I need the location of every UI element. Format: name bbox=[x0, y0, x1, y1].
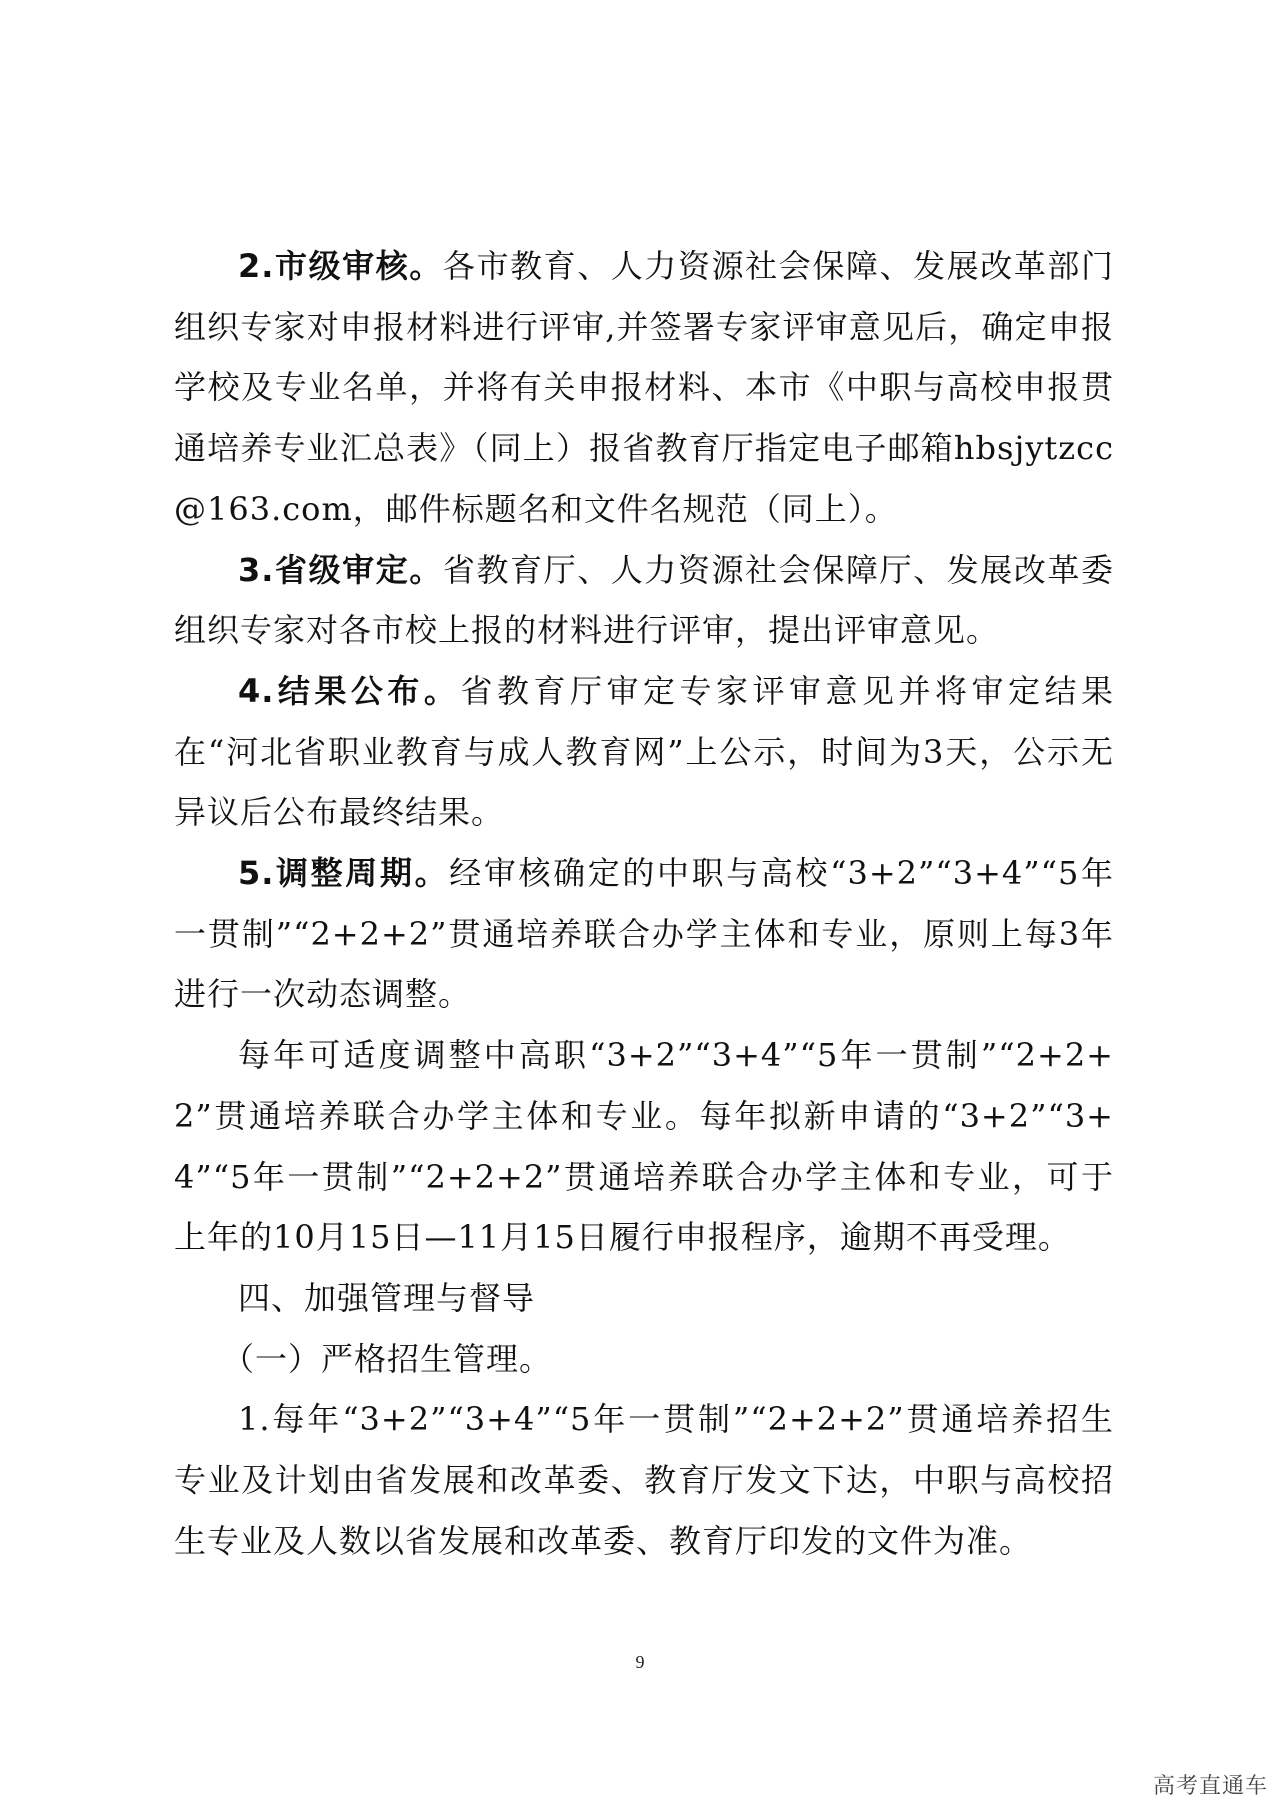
item-text: 省教育厅、人力资源社会保障厅、发展改革委组织专家对各市校上报的材料进行评审，提出评审意见。 bbox=[174, 550, 1114, 650]
item-text: 省教育厅审定专家评审意见并将审定结果在“河北省职业教育与成人教育网”上公示，时间为3天，公示无异议后公布最终结果。 bbox=[174, 671, 1114, 832]
subsection-heading: （一）严格招生管理。 bbox=[222, 1339, 553, 1378]
item-result-announcement bbox=[174, 661, 1114, 843]
item-provincial-approval bbox=[174, 540, 1114, 661]
watermark-text: 高考直通车 bbox=[1152, 1774, 1268, 1799]
item-adjustment-cycle bbox=[174, 843, 1114, 1025]
document-body bbox=[174, 236, 1114, 1571]
item-label: 2.市级审核。 bbox=[238, 247, 443, 285]
paragraph-annual-adjustment: 每年可适度调整中高职“3+2”“3+4”“5年一贯制”“2+2+2”贯通培养联合办学主体和专业。每年拟新申请的“3+2”“3+4”“5年一贯制”“2+2+2”贯通培养联合办学主体和专业，可于上年的10月15日—11月15日履行申报程序，逾期不再受理。 bbox=[174, 1036, 1114, 1257]
section-heading: 四、加强管理与督导 bbox=[238, 1278, 536, 1317]
item-municipal-review bbox=[174, 236, 1114, 540]
item-label: 3.省级审定。 bbox=[238, 550, 443, 589]
item-text: 各市教育、人力资源社会保障、发展改革部门组织专家对申报材料进行评审,并签署专家评审意见后，确定申报学校及专业名单，并将有关申报材料、本市《中职与高校申报贯通培养专业汇总表》（同上）报省教育厅指定电子邮箱hbsjytzcc@163.com，邮件标题名和文件名规范（同上）。 bbox=[174, 247, 1114, 528]
item-label: 4.结果公布。 bbox=[238, 671, 461, 710]
paragraph-enrollment: 1.每年“3+2”“3+4”“5年一贯制”“2+2+2”贯通培养招生专业及计划由省发展和改革委、教育厅发文下达，中职与高校招生专业及人数以省发展和改革委、教育厅印发的文件为准。 bbox=[174, 1400, 1114, 1560]
page-number: 9 bbox=[635, 1652, 645, 1672]
item-text: 经审核确定的中职与高校“3+2”“3+4”“5年一贯制”“2+2+2”贯通培养联合办学主体和专业，原则上每3年进行一次动态调整。 bbox=[174, 854, 1114, 1014]
item-label: 5.调整周期。 bbox=[238, 854, 450, 893]
